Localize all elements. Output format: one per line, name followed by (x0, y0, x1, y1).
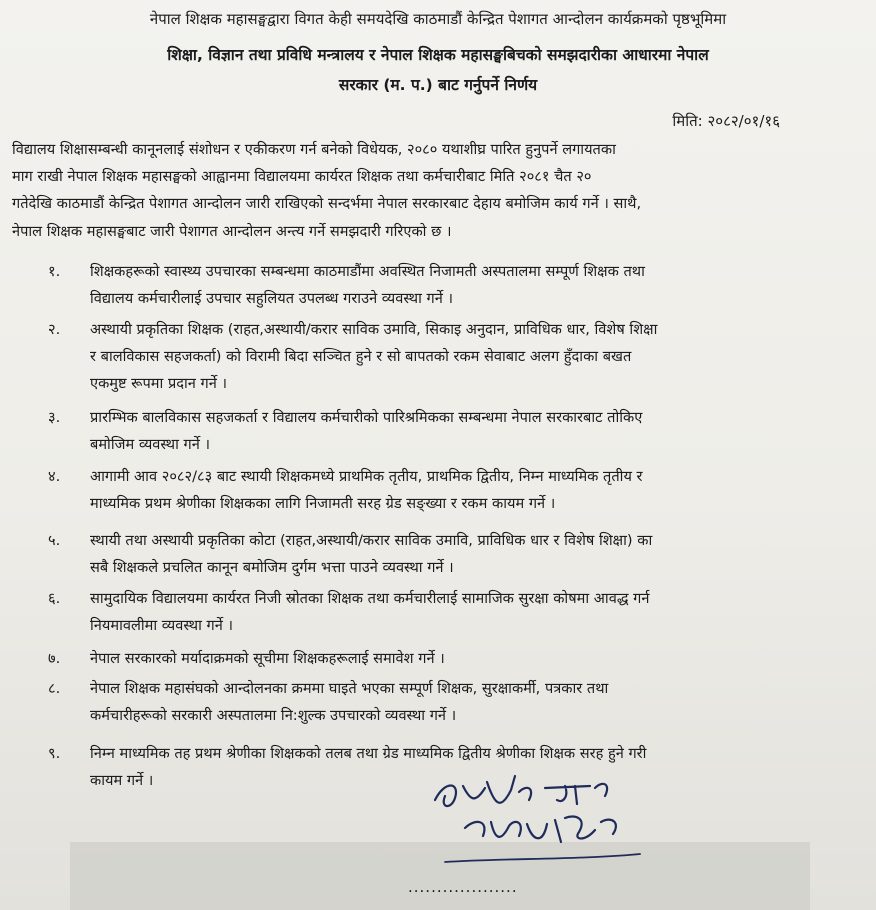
intro-line: माग राखी नेपाल शिक्षक महासङ्घको आह्वानमा विद्यालयमा कार्यरत शिक्षक तथा कर्मचारीबाट मिति २०८१ चैत २० (12, 168, 592, 186)
signature-dots: ................... (408, 878, 518, 896)
item-line: सामुदायिक विद्यालयमा कार्यरत निजी स्रोतका शिक्षक तथा कर्मचारीलाई सामाजिक सुरक्षा कोषमा आवद्ध गर्न (90, 590, 650, 607)
item-text (90, 675, 850, 729)
item-text (90, 463, 850, 517)
item-line: सबै शिक्षकले प्रचलित कानून बमोजिम दुर्गम भत्ता पाउने व्यवस्था गर्ने । (90, 559, 454, 577)
item-text (90, 316, 850, 398)
item-text (90, 645, 850, 672)
intro-line: गतेदेखि काठमाडौं केन्द्रित पेशागत आन्दोलन जारी राखिएको सन्दर्भमा नेपाल सरकारबाट देहाय बमोजिम कार्य गर्ने । साथै, (12, 195, 642, 213)
item-number: ७. (48, 650, 61, 667)
item-number: ५. (48, 532, 61, 549)
item-line: कर्मचारीहरूको सरकारी अस्पतालमा नि:शुल्क उपचारको व्यवस्था गर्ने । (90, 707, 457, 725)
item-number: १. (48, 263, 61, 280)
item-text (90, 404, 850, 458)
title-line-2: शिक्षा, विज्ञान तथा प्रविधि मन्त्रालय र नेपाल शिक्षक महासङ्घबिचको समझदारीका आधारमा नेपाल (167, 46, 709, 64)
item-line: शिक्षकहरूको स्वास्थ्य उपचारका सम्बन्धमा काठमाडौंमा अवस्थित निजामती अस्पतालमा सम्पूर्ण शिक्षक तथा (90, 263, 645, 280)
item-line: नेपाल सरकारको मर्यादाक्रमको सूचीमा शिक्षकहरूलाई समावेश गर्ने । (90, 650, 445, 667)
item-number: ८. (48, 680, 61, 697)
intro-line: नेपाल शिक्षक महासङ्घबाट जारी पेशागत आन्दोलन अन्त्य गर्ने समझदारी गरिएको छ । (12, 222, 452, 240)
item-line: प्रारम्भिक बालविकास सहजकर्ता र विद्यालय कर्मचारीको पारिश्रमिकका सम्बन्धमा नेपाल सरकारबाट तोकिए (90, 409, 643, 426)
item-line: नियमावलीमा व्यवस्था गर्ने । (90, 617, 233, 635)
item-line: माध्यमिक प्रथम श्रेणीका शिक्षकका लागि निजामती सरह ग्रेड सङ्ख्या र रकम कायम गर्ने । (90, 495, 556, 513)
item-number: २. (48, 321, 61, 338)
item-number: ३. (48, 409, 61, 426)
item-line: अस्थायी प्रकृतिका शिक्षक (राहत,अस्थायी/करार साविक उमावि, सिकाइ अनुदान, प्राविधिक धार, विशेष शिक्षा (90, 321, 658, 338)
intro-line: विद्यालय शिक्षासम्बन्धी कानूनलाई संशोधन र एकीकरण गर्न बनेको विधेयक, २०८० यथाशीघ्र पारित हुनुपर्ने लगायतका (12, 141, 616, 158)
item-line: आगामी आव २०८२/८३ बाट स्थायी शिक्षकमध्ये प्राथमिक तृतीय, प्राथमिक द्वितीय, निम्न माध्यमिक तृतीय र (90, 468, 643, 485)
item-text (90, 258, 850, 312)
title-line-1: नेपाल शिक्षक महासङ्घद्वारा विगत केही समयदेखि काठमाडौं केन्द्रित पेशागत आन्दोलन कार्यक्रमको पृष्ठभूमिमा (149, 10, 727, 28)
item-text (90, 585, 850, 639)
item-number: ९. (48, 745, 61, 762)
item-line: विद्यालय कर्मचारीलाई उपचार सहुलियत उपलब्ध गराउने व्यवस्था गर्ने । (90, 290, 453, 308)
item-line: निम्न माध्यमिक तह प्रथम श्रेणीका शिक्षकको तलब तथा ग्रेड माध्यमिक द्वितीय श्रेणीका शिक्षक सरह हुने गरी (90, 745, 647, 762)
handwritten-signature (415, 770, 655, 870)
date: मिति: २०८२/०१/१६ (672, 112, 780, 130)
item-number: ६. (48, 590, 61, 607)
item-text (90, 527, 850, 581)
item-line: बमोजिम व्यवस्था गर्ने । (90, 436, 210, 454)
title-line-3: सरकार (म. प.) बाट गर्नुपर्ने निर्णय (338, 76, 538, 94)
item-line: नेपाल शिक्षक महासंघको आन्दोलनका क्रममा घाइते भएका सम्पूर्ण शिक्षक, सुरक्षाकर्मी, पत्रकार तथा (90, 680, 609, 697)
item-line: स्थायी तथा अस्थायी प्रकृतिका कोटा (राहत,अस्थायी/करार साविक उमावि, प्राविधिक धार र विशेष शिक्षा) का (90, 532, 653, 549)
intro-paragraph (12, 136, 864, 245)
item-line: र बालविकास सहजकर्ता) को विरामी बिदा सञ्चित हुने र सो बापतको रकम सेवाबाट अलग हुँदाका बखत (90, 348, 632, 366)
item-number: ४. (48, 468, 61, 485)
item-line: कायम गर्ने । (90, 772, 154, 790)
item-line: एकमुष्ट रूपमा प्रदान गर्ने । (90, 375, 227, 393)
